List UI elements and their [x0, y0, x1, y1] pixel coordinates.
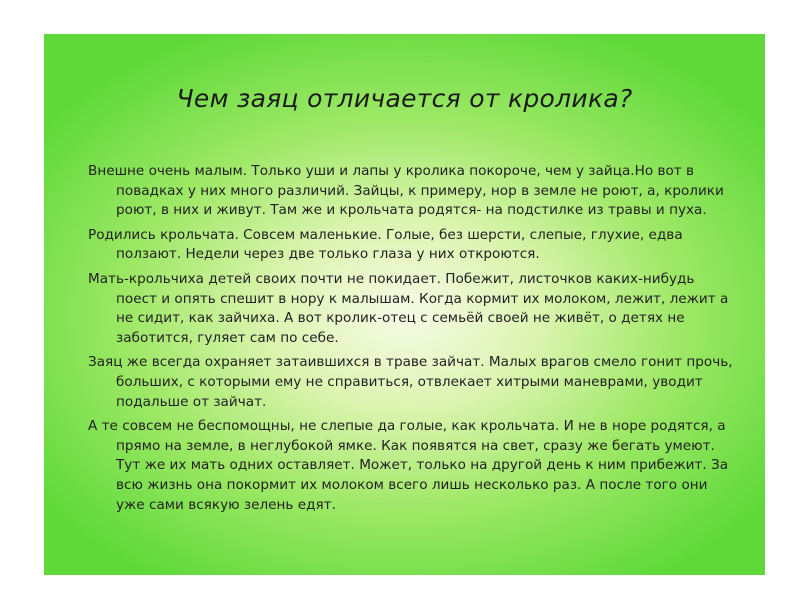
slide-body [88, 162, 733, 520]
slide [44, 34, 765, 575]
paragraph-appearance: Внешне очень малым. Только уши и лапы у кролика покороче, чем у зайца.Но вот в повадках у них много различий. Зайцы, к примеру, нор в земле не роют, а, кролики роют, в них и живут. Там же и крольчата родятся- на подстилке из травы и пуха. [88, 163, 724, 219]
paragraph-leverets: А те совсем не беспомощны, не слепые да голые, как крольчата. И не в норе родятся, а прямо на земле, в неглубокой ямке. Как появятся на свет, сразу же бегать умеют. Тут же их мать одних оставляет. Может, только на другой день к ним прибежит. За всю жизнь она покормит их молоком всего лишь несколько раз. А после того они уже сами всякую зелень едят. [88, 418, 729, 513]
slide-title: Чем заяц отличается от кролика? [176, 84, 633, 113]
paragraph-newborn-rabbits: Родились крольчата. Совсем маленькие. Голые, без шерсти, слепые, глухие, едва ползают. Недели через две только глаза у них откроются. [88, 226, 683, 263]
paragraph-mother-rabbit: Мать-крольчиха детей своих почти не покидает. Побежит, листочков каких-нибудь поест и опять спешит в нору к малышам. Когда кормит их молоком, лежит, лежит а не сидит, как зайчиха. А вот кролик-отец с семьёй своей не живёт, о детях не заботится, гуляет сам по себе. [88, 270, 729, 346]
paragraph-hare-protection: Заяц же всегда охраняет затаившихся в траве зайчат. Малых врагов смело гонит прочь, больших, с которыми ему не справиться, отвлекает хитрыми маневрами, уводит подальше от зайчат. [88, 354, 733, 410]
